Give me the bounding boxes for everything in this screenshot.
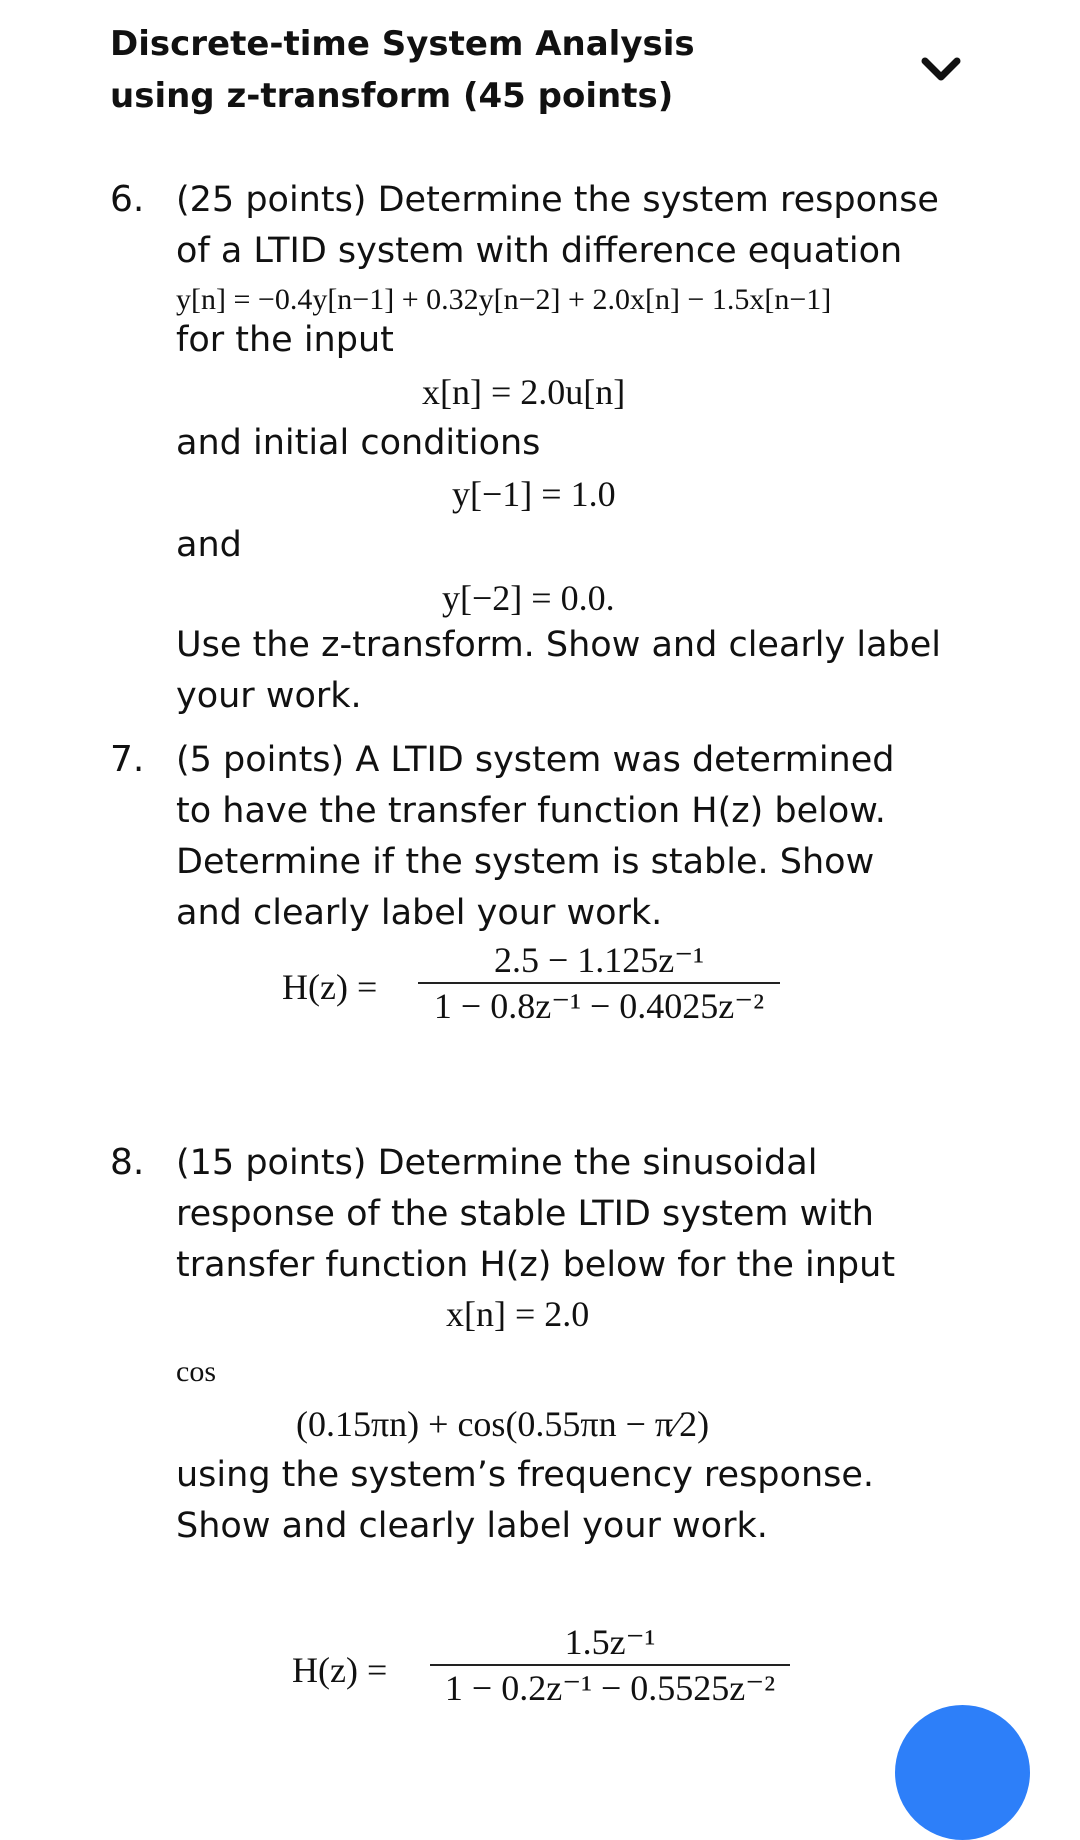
transfer-function-7 (418, 938, 780, 1028)
problem-7-number: 7. (110, 739, 145, 780)
problem-7-lhs: H(z) = (282, 967, 378, 1007)
denominator: 1 − 0.8z⁻¹ − 0.4025z⁻² (433, 986, 765, 1026)
problem-6-for-input: for the input (176, 320, 394, 360)
problem-8-number: 8. (110, 1142, 145, 1183)
problem-6-number: 6. (110, 179, 145, 220)
numerator: 2.5 − 1.125z⁻¹ (493, 940, 705, 980)
problem-8-text-2: using the system’s frequency response. Show and clearly label your work. (176, 1455, 875, 1546)
problem-8-input-continued: (0.15πn) + cos(0.55πn − π⁄2) (296, 1404, 710, 1444)
problem-8-input-equation: x[n] = 2.0 (446, 1294, 590, 1334)
initial-condition-2: y[−2] = 0.0. (442, 578, 615, 618)
problem-6-input-equation: x[n] = 2.0u[n] (422, 372, 626, 412)
problem-8-text: (15 points) Determine the sinusoidal response of the stable LTID system with transfer function H(z) below for the input (176, 1143, 896, 1285)
problem-7-text: (5 points) A LTID system was determined to have the transfer function H(z) below. Determine if the system is stable. Show and clearly label your work. (176, 740, 895, 933)
denominator: 1 − 0.2z⁻¹ − 0.5525z⁻² (444, 1668, 776, 1708)
difference-equation: y[n] = −0.4y[n−1] + 0.32y[n−2] + 2.0x[n] − 1.5x[n−1] (176, 283, 832, 316)
problem-8-lhs: H(z) = (292, 1650, 388, 1690)
problem-8-cos: cos (176, 1355, 216, 1388)
problem-6-instruction: Use the z-transform. Show and clearly label your work. (176, 625, 941, 716)
initial-condition-1: y[−1] = 1.0 (452, 474, 616, 514)
problem-6-intro: (25 points) Determine the system response of a LTID system with difference equation (176, 180, 939, 271)
numerator: 1.5z⁻¹ (564, 1622, 656, 1662)
page-title: Discrete-time System Analysis using z-transform (45 points) (110, 24, 695, 116)
transfer-function-8 (430, 1620, 790, 1710)
chevron-down-icon[interactable] (920, 55, 962, 85)
floating-action-button[interactable] (895, 1705, 1030, 1840)
problem-6-and: and (176, 525, 242, 565)
problem-6-initial-label: and initial conditions (176, 423, 541, 463)
